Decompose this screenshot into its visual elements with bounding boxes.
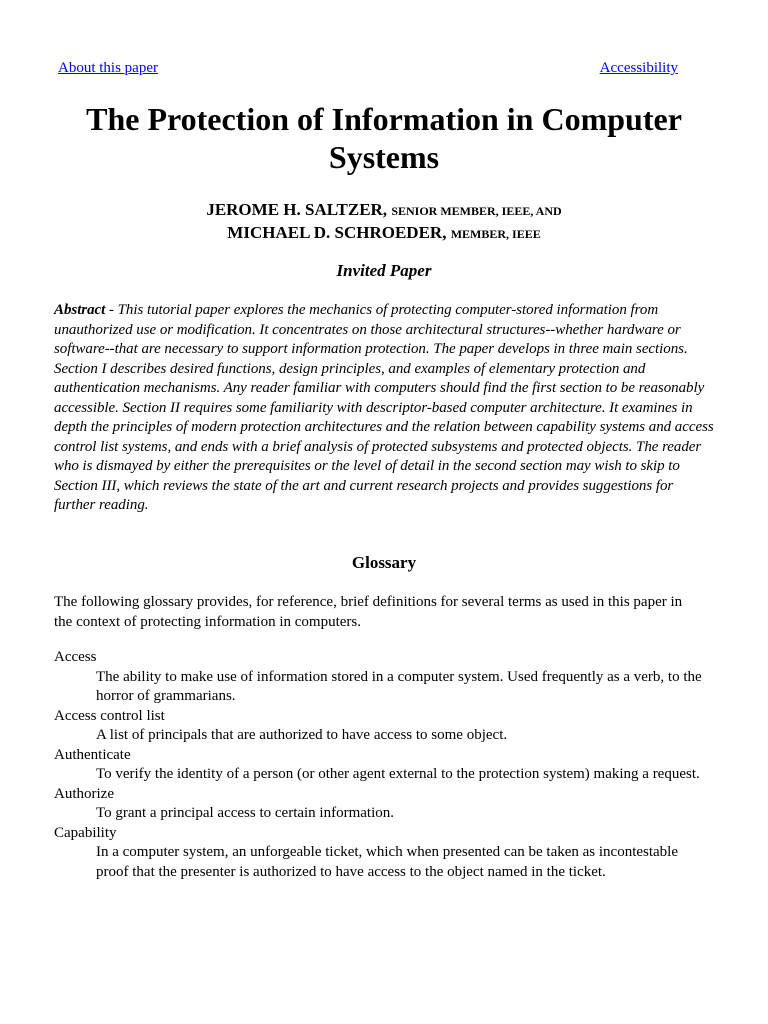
glossary-term: Access control list	[54, 707, 165, 724]
glossary-list	[54, 648, 714, 882]
paper-title: The Protection of Information in Computer Systems	[86, 101, 682, 175]
glossary-intro: The following glossary provides, for reference, brief definitions for several terms as used in this paper in the context of protecting information in computers.	[54, 594, 683, 630]
author-line-2	[40, 222, 728, 245]
glossary-term: Capability	[54, 824, 117, 841]
glossary-heading: Glossary	[351, 553, 417, 572]
author-line-1	[40, 199, 728, 222]
glossary-term: Authenticate	[54, 746, 131, 763]
glossary-definition: In a computer system, an unforgeable ticket, which when presented can be taken as incontestable proof that the presenter is authorized to have access to the object named in the ticket.	[96, 844, 679, 880]
glossary-definition: To verify the identity of a person (or other agent external to the protection system) making a request.	[96, 766, 700, 782]
abstract-label: Abstract	[54, 302, 106, 318]
glossary-definition: A list of principals that are authorized to have access to some object.	[96, 727, 508, 743]
accessibility-link[interactable]: Accessibility	[599, 60, 678, 76]
top-navigation	[58, 60, 678, 80]
author-name: JEROME H. SALTZER,	[206, 200, 388, 219]
author-name: MICHAEL D. SCHROEDER,	[227, 223, 447, 242]
glossary-definition: To grant a principal access to certain information.	[96, 805, 395, 821]
invited-paper-label: Invited Paper	[336, 261, 432, 280]
author-block	[40, 199, 728, 245]
about-paper-link[interactable]: About this paper	[58, 60, 158, 76]
abstract-paragraph	[54, 301, 716, 516]
glossary-term: Authorize	[54, 785, 114, 802]
author-affiliation: MEMBER, IEEE	[450, 227, 541, 241]
author-affiliation: SENIOR MEMBER, IEEE, AND	[391, 204, 562, 218]
glossary-term: Access	[54, 649, 97, 665]
glossary-definition: The ability to make use of information stored in a computer system. Used frequently as a verb, to the horror of grammarians.	[96, 668, 702, 704]
abstract-text: - This tutorial paper explores the mechanics of protecting computer-stored information from unauthorized use or modification. It concentrates on those architectural structures--whether hardware or software--that are necessary to support information protection. The paper develops in three main sections. Section I describes desired functions, design principles, and examples of elementary protection and authentication mechanisms. Any reader familiar with computers should find the first section to be reasonably accessible. Section II requires some familiarity with descriptor-based computer architecture. It examines in depth the principles of modern protection architectures and the relation between capability systems and access control list systems, and ends with a brief analysis of protected subsystems and protected objects. The reader who is dismayed by either the prerequisites or the level of detail in the second section may wish to skip to Section III, which reviews the state of the art and current research projects and provides suggestions for further reading.	[54, 302, 714, 513]
